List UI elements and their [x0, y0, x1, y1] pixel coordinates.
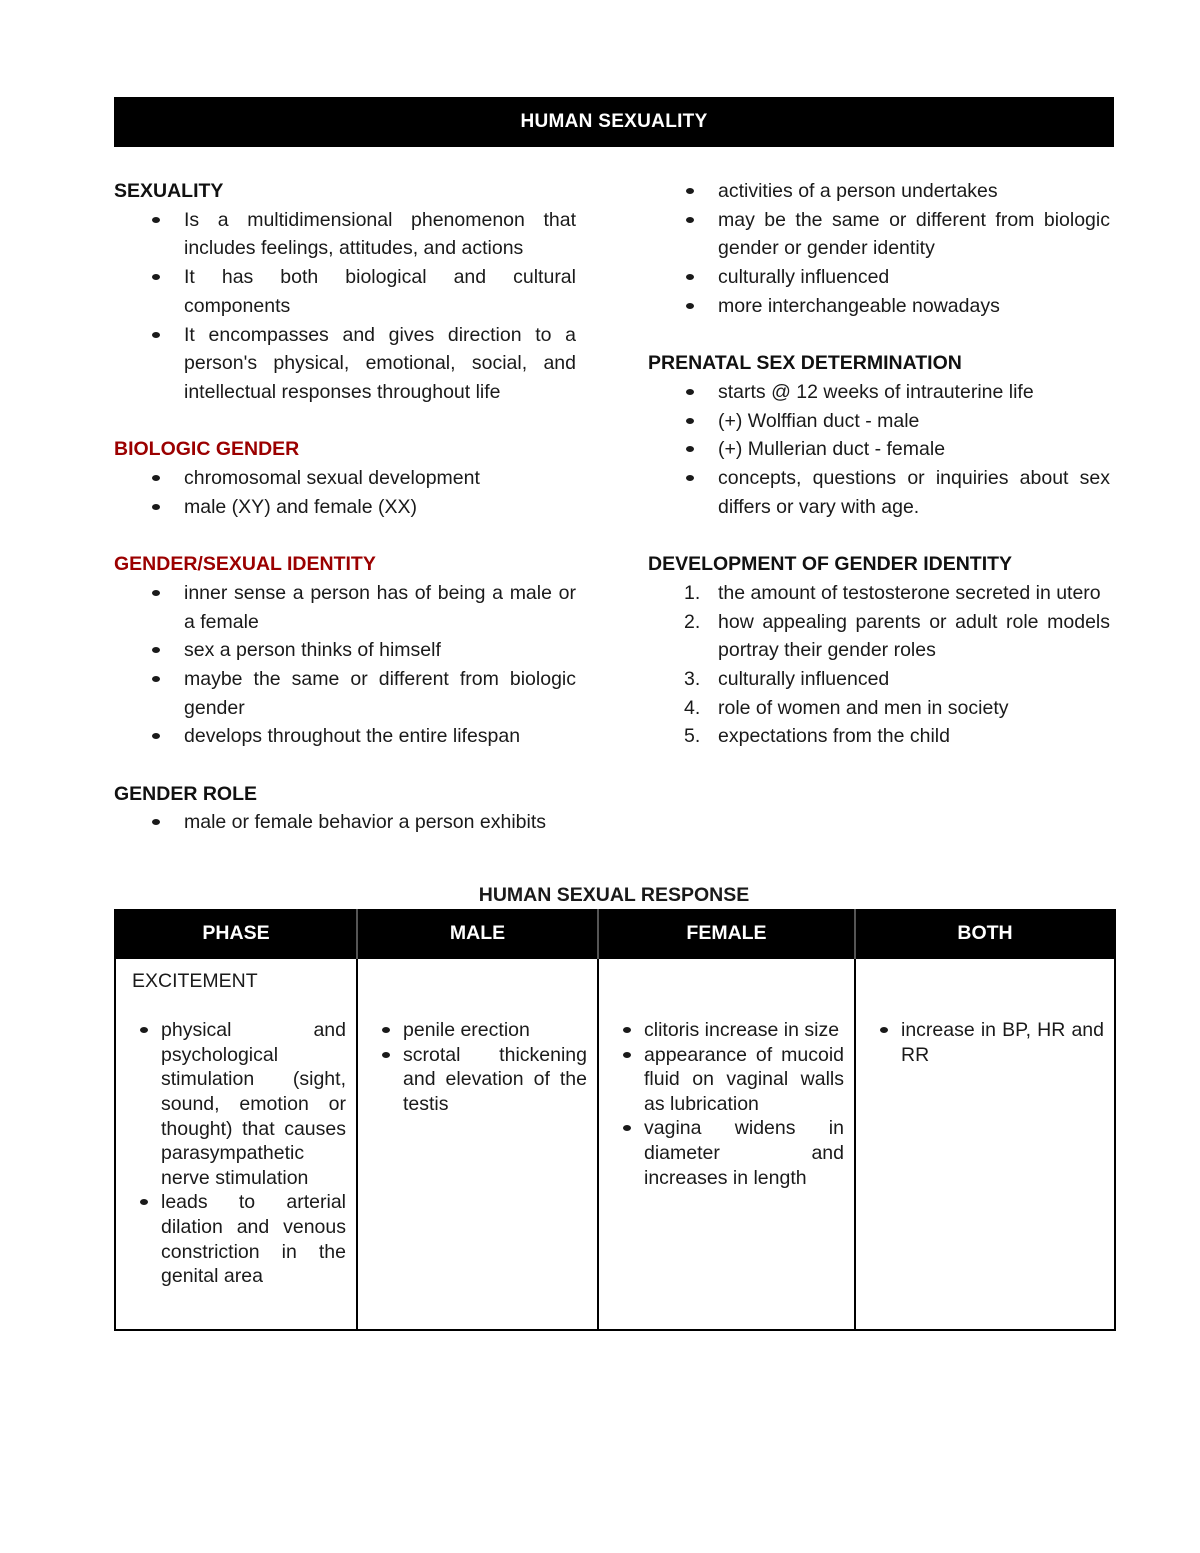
male-list — [374, 1018, 587, 1116]
list-text: expectations from the child — [718, 725, 950, 748]
both-cell — [855, 958, 1115, 1330]
list-item — [648, 665, 1110, 694]
list-item: (+) Wolffian duct - male — [648, 407, 1110, 436]
column-header-phase: PHASE — [115, 909, 357, 958]
list-item: develops throughout the entire lifespan — [114, 722, 576, 751]
column-header-female: FEMALE — [598, 909, 855, 958]
sexuality-list — [114, 206, 576, 407]
table-header-row — [115, 909, 1115, 958]
section-heading-development: DEVELOPMENT OF GENDER IDENTITY — [648, 553, 1013, 576]
list-item: culturally influenced — [648, 263, 1110, 292]
female-cell — [598, 958, 855, 1330]
section-heading-gender-identity: GENDER/SEXUAL IDENTITY — [114, 553, 376, 576]
list-item: (+) Mullerian duct - female — [648, 435, 1110, 464]
list-item: starts @ 12 weeks of intrauterine life — [648, 378, 1110, 407]
page-title-banner: HUMAN SEXUALITY — [114, 97, 1114, 147]
list-item: Is a multidimensional phenomenon that includes feelings, attitudes, and actions — [114, 206, 576, 263]
list-number: 4. — [684, 696, 701, 719]
female-list — [615, 1018, 844, 1190]
phase-cell — [115, 958, 357, 1330]
gender-identity-list — [114, 579, 576, 751]
biologic-gender-list — [114, 464, 576, 521]
male-cell — [357, 958, 598, 1330]
list-item: more interchangeable nowadays — [648, 292, 1110, 321]
column-header-male: MALE — [357, 909, 598, 958]
list-item: leads to arterial dilation and venous constriction in the genital area — [132, 1190, 346, 1288]
sexual-response-table — [114, 909, 1116, 1331]
document-page — [114, 97, 1114, 907]
phase-name: EXCITEMENT — [132, 970, 258, 992]
column-header-both: BOTH — [855, 909, 1115, 958]
two-column-notes — [114, 147, 1114, 907]
phase-list — [132, 1018, 346, 1289]
list-item — [648, 608, 1110, 665]
list-item — [648, 694, 1110, 723]
list-item: male or female behavior a person exhibits — [114, 808, 576, 837]
list-item: clitoris increase in size — [615, 1018, 844, 1043]
right-column — [648, 177, 1110, 751]
list-item: vagina widens in diameter and increases in length — [615, 1116, 844, 1190]
list-item: appearance of mucoid fluid on vaginal walls as lubrication — [615, 1043, 844, 1117]
section-heading-gender-role: GENDER ROLE — [114, 782, 258, 805]
list-item: may be the same or different from biologic gender or gender identity — [648, 206, 1110, 263]
list-text: how appealing parents or adult role models portray their gender roles — [718, 610, 1110, 662]
list-text: the amount of testosterone secreted in utero — [718, 581, 1101, 604]
list-item — [648, 579, 1110, 608]
list-item: penile erection — [374, 1018, 587, 1043]
list-text: role of women and men in society — [718, 696, 1009, 719]
both-list — [872, 1018, 1104, 1067]
list-item: concepts, questions or inquiries about sex differs or vary with age. — [648, 464, 1110, 521]
list-item: It encompasses and gives direction to a person's physical, emotional, social, and intellectual responses throughout life — [114, 321, 576, 407]
list-number: 5. — [684, 725, 701, 748]
list-number: 3. — [684, 667, 701, 690]
list-item: physical and psychological stimulation (sight, sound, emotion or thought) that causes parasympathetic nerve stimulation — [132, 1018, 346, 1190]
gender-role-list — [114, 808, 576, 837]
list-number: 2. — [684, 610, 701, 633]
development-list — [648, 579, 1110, 751]
list-item: sex a person thinks of himself — [114, 636, 576, 665]
gender-role-continued-list — [648, 177, 1110, 321]
list-item: male (XY) and female (XX) — [114, 493, 576, 522]
left-column — [114, 177, 576, 866]
list-item: inner sense a person has of being a male or a female — [114, 579, 576, 636]
prenatal-list — [648, 378, 1110, 522]
list-item: activities of a person undertakes — [648, 177, 1110, 206]
section-heading-sexuality: SEXUALITY — [114, 180, 224, 202]
list-item: increase in BP, HR and RR — [872, 1018, 1104, 1067]
list-item: It has both biological and cultural components — [114, 263, 576, 320]
list-text: culturally influenced — [718, 667, 890, 690]
section-heading-prenatal: PRENATAL SEX DETERMINATION — [648, 352, 962, 375]
section-heading-biologic-gender: BIOLOGIC GENDER — [114, 438, 300, 461]
list-item: maybe the same or different from biologic gender — [114, 665, 576, 722]
list-item: chromosomal sexual development — [114, 464, 576, 493]
list-item — [648, 722, 1110, 751]
list-number: 1. — [684, 581, 701, 604]
list-item: scrotal thickening and elevation of the testis — [374, 1043, 587, 1117]
table-title: HUMAN SEXUAL RESPONSE — [478, 884, 750, 906]
table-row — [115, 958, 1115, 1330]
